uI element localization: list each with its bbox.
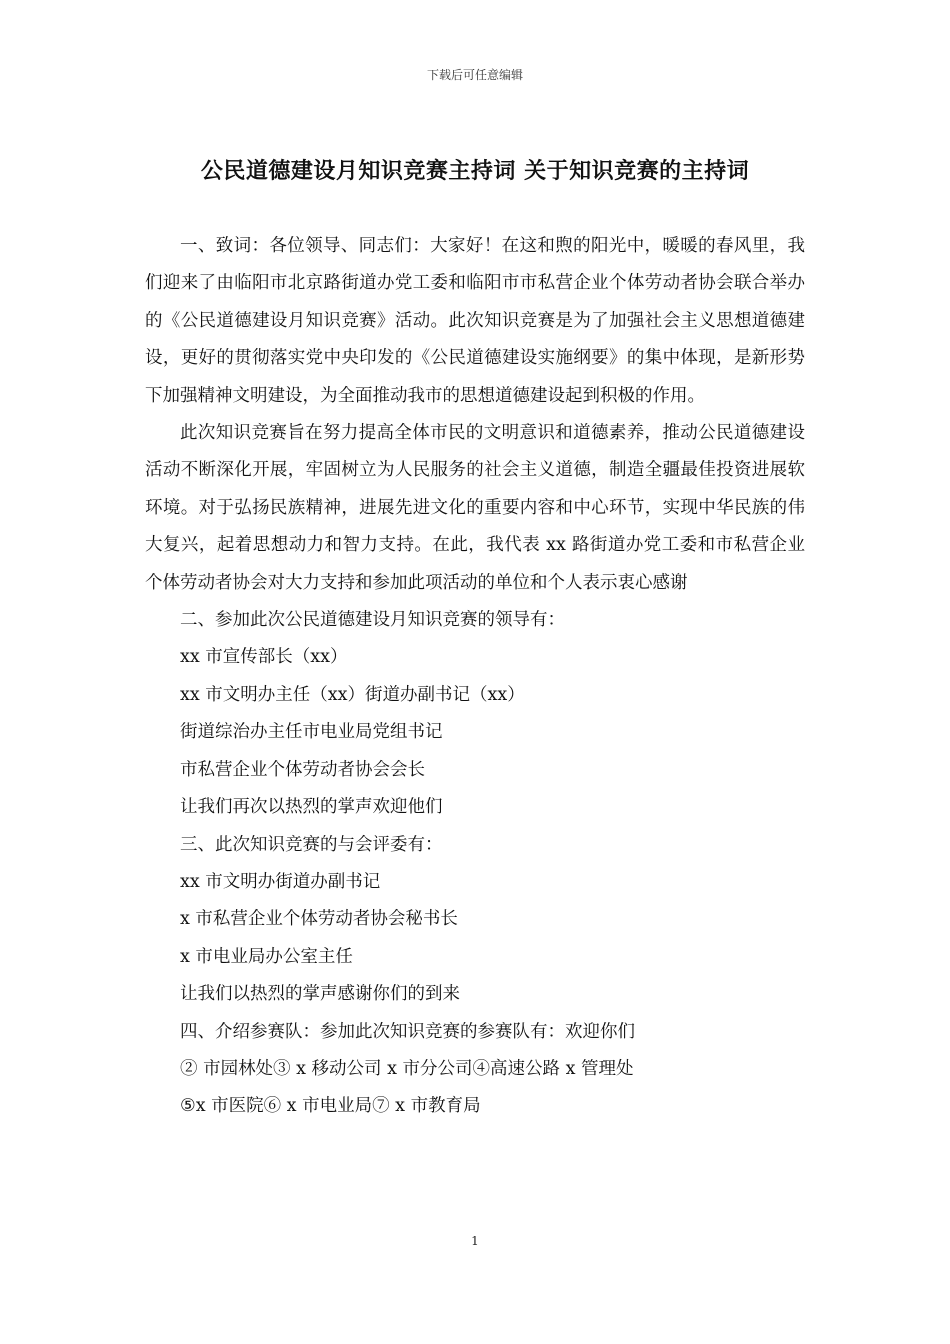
section-heading-judges: 三、此次知识竞赛的与会评委有： <box>180 834 443 855</box>
page-header-note: 下载后可任意编辑 <box>426 68 523 82</box>
page-number: 1 <box>471 1234 479 1248</box>
paragraph-opening-speech: 一、致词：各位领导、同志们：大家好！在这和煦的阳光中，暖暖的春风里，我们迎来了由临阳市北京路街道办党工委和临阳市市私营企业个体劳动者协会联合举办的《公民道德建设月知识竞赛》活动。此次知识竞赛是为了加强社会主义思想道德建设，更好的贯彻落实党中央印发的《公民道德建设实施纲要》的集中体现，是新形势下加强精神文明建设，为全面推动我市的思想道德建设起到积极的作用。 <box>145 236 805 406</box>
list-item: xx 市文明办街道办副书记 <box>180 871 381 892</box>
list-item: ⑤x 市医院⑥ x 市电业局⑦ x 市教育局 <box>180 1096 481 1117</box>
section-heading-leaders: 二、参加此次公民道德建设月知识竞赛的领导有： <box>180 610 565 631</box>
list-item: 市私营企业个体劳动者协会会长 <box>180 759 425 780</box>
document-title: 公民道德建设月知识竞赛主持词 关于知识竞赛的主持词 <box>200 158 750 184</box>
document-body <box>145 228 805 1126</box>
list-item: 街道综治办主任市电业局党组书记 <box>180 722 443 743</box>
list-item: xx 市文明办主任（xx）街道办副书记（xx） <box>180 684 525 705</box>
list-item: x 市私营企业个体劳动者协会秘书长 <box>180 909 458 930</box>
list-item: ② 市园林处③ x 移动公司 x 市分公司④高速公路 x 管理处 <box>180 1058 634 1079</box>
list-item: 让我们以热烈的掌声感谢你们的到来 <box>180 984 460 1005</box>
paragraph-purpose: 此次知识竞赛旨在努力提高全体市民的文明意识和道德素养，推动公民道德建设活动不断深化开展，牢固树立为人民服务的社会主义道德，制造全疆最佳投资进展软环境。对于弘扬民族精神，进展先进文化的重要内容和中心环节，实现中华民族的伟大复兴，起着思想动力和智力支持。在此，我代表 xx 路街道办党工委和市私营企业个体劳动者协会对大力支持和参加此项活动的单位和个人表示衷心感谢 <box>145 423 805 593</box>
list-item: xx 市宣传部长（xx） <box>180 647 348 668</box>
section-heading-teams: 四、介绍参赛队：参加此次知识竞赛的参赛队有：欢迎你们 <box>180 1021 635 1042</box>
list-item: x 市电业局办公室主任 <box>180 946 353 967</box>
list-item: 让我们再次以热烈的掌声欢迎他们 <box>180 797 443 818</box>
